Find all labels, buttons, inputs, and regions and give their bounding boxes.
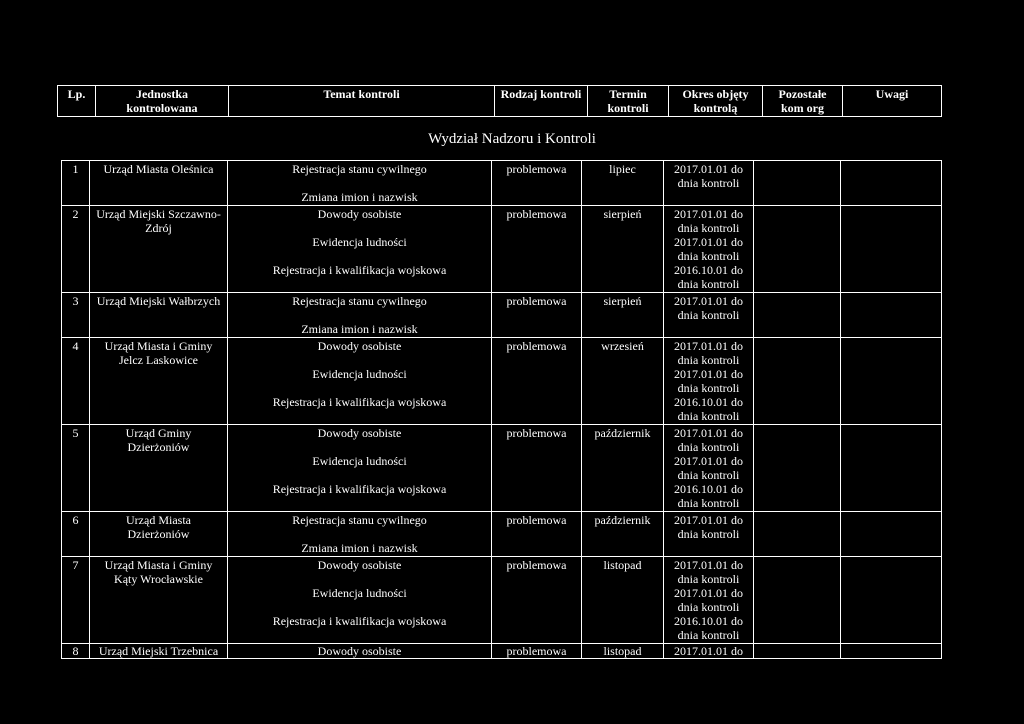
header-lp-label: Lp.	[67, 87, 86, 101]
other-cell	[754, 644, 841, 659]
kind-cell	[492, 425, 582, 512]
table-row	[62, 557, 942, 644]
kind-text: problemowa	[506, 513, 567, 527]
topic-line: Dowody osobiste	[317, 558, 402, 572]
table-row	[62, 161, 942, 206]
topic-spacer	[231, 468, 488, 482]
row-number	[62, 293, 90, 338]
row-number	[62, 206, 90, 293]
period-cell	[664, 338, 754, 425]
topic-spacer	[231, 440, 488, 454]
unit-cell	[90, 338, 228, 425]
topic-cell	[228, 338, 492, 425]
period-line: dnia kontroli	[677, 221, 740, 235]
topic-spacer	[231, 572, 488, 586]
unit-name-line: Jelcz Laskowice	[119, 353, 198, 367]
period-cell	[664, 644, 754, 659]
header-topic-label: Temat kontroli	[323, 87, 400, 101]
topic-line: Zmiana imion i nazwisk	[301, 190, 418, 204]
unit-name-line: Urząd Miejski Trzebnica	[98, 644, 219, 658]
other-cell	[754, 161, 841, 206]
term-text: listopad	[603, 644, 642, 658]
header-unit	[96, 86, 229, 117]
unit-name-line: Urząd Miasta	[126, 513, 191, 527]
row-number	[62, 161, 90, 206]
unit-name-line: Urząd Miasta Oleśnica	[103, 162, 214, 176]
notes-cell	[841, 206, 942, 293]
topic-line: Dowody osobiste	[317, 426, 402, 440]
unit-name-line: Dzierżoniów	[127, 527, 190, 541]
period-cell	[664, 293, 754, 338]
term-text: sierpień	[603, 207, 642, 221]
period-line: dnia kontroli	[677, 600, 740, 614]
term-text: październik	[594, 513, 651, 527]
notes-cell	[841, 425, 942, 512]
other-cell	[754, 293, 841, 338]
period-cell	[664, 512, 754, 557]
unit-cell	[90, 512, 228, 557]
kind-text: problemowa	[506, 558, 567, 572]
period-line: 2016.10.01 do	[674, 614, 743, 628]
header-unit-line1: Jednostka	[135, 87, 188, 101]
header-period-line1: Okres objęty	[682, 87, 749, 101]
topic-spacer	[231, 249, 488, 263]
topic-cell	[228, 557, 492, 644]
period-line: 2017.01.01 do	[674, 454, 743, 468]
period-line: 2017.01.01 do	[674, 426, 743, 440]
unit-name-line: Kąty Wrocławskie	[114, 572, 203, 586]
unit-name-line: Urząd Gminy	[125, 426, 192, 440]
period-cell	[664, 425, 754, 512]
period-line: 2017.01.01 do	[674, 558, 743, 572]
header-lp	[58, 86, 96, 117]
topic-line: Rejestracja i kwalifikacja wojskowa	[272, 263, 447, 277]
unit-name-line: Urząd Miasta i Gminy	[104, 558, 213, 572]
row-number-text: 5	[72, 426, 79, 440]
topic-spacer	[231, 600, 488, 614]
period-line: dnia kontroli	[677, 527, 740, 541]
kind-cell	[492, 206, 582, 293]
table-row	[62, 338, 942, 425]
header-notes-label: Uwagi	[875, 87, 909, 101]
kind-text: problemowa	[506, 162, 567, 176]
topic-cell	[228, 644, 492, 659]
kind-cell	[492, 338, 582, 425]
period-line: dnia kontroli	[677, 628, 740, 642]
unit-name-line: Urząd Miasta i Gminy	[104, 339, 213, 353]
other-cell	[754, 557, 841, 644]
term-cell	[582, 161, 664, 206]
period-line: 2016.10.01 do	[674, 395, 743, 409]
topic-line: Rejestracja i kwalifikacja wojskowa	[272, 395, 447, 409]
topic-spacer	[231, 381, 488, 395]
topic-line: Ewidencja ludności	[312, 235, 407, 249]
header-kind-label: Rodzaj kontroli	[500, 87, 582, 101]
header-kind	[495, 86, 588, 117]
term-text: wrzesień	[601, 339, 644, 353]
row-number-text: 1	[72, 162, 79, 176]
period-line: dnia kontroli	[677, 468, 740, 482]
period-line: 2017.01.01 do	[674, 339, 743, 353]
unit-cell	[90, 206, 228, 293]
topic-line: Ewidencja ludności	[312, 454, 407, 468]
notes-cell	[841, 644, 942, 659]
row-number-text: 6	[72, 513, 79, 527]
period-line: dnia kontroli	[677, 496, 740, 510]
header-unit-line2: kontrolowana	[126, 101, 198, 115]
unit-cell	[90, 644, 228, 659]
topic-line: Rejestracja stanu cywilnego	[292, 162, 427, 176]
topic-line: Dowody osobiste	[317, 207, 402, 221]
period-line: 2017.01.01 do	[674, 162, 743, 176]
period-line: 2017.01.01 do	[674, 513, 743, 527]
header-term-line1: Termin	[609, 87, 647, 101]
term-cell	[582, 512, 664, 557]
topic-spacer	[231, 176, 488, 190]
header-other	[763, 86, 843, 117]
row-number	[62, 557, 90, 644]
kind-cell	[492, 293, 582, 338]
topic-spacer	[231, 308, 488, 322]
period-line: 2017.01.01 do	[674, 586, 743, 600]
topic-cell	[228, 512, 492, 557]
topic-line: Dowody osobiste	[317, 339, 402, 353]
topic-line: Rejestracja stanu cywilnego	[292, 294, 427, 308]
period-cell	[664, 161, 754, 206]
period-line: dnia kontroli	[677, 409, 740, 423]
header-period-line2: kontrolą	[693, 101, 738, 115]
period-cell	[664, 206, 754, 293]
term-cell	[582, 557, 664, 644]
topic-line: Zmiana imion i nazwisk	[301, 541, 418, 555]
kind-cell	[492, 512, 582, 557]
term-text: listopad	[603, 558, 642, 572]
row-number-text: 4	[72, 339, 79, 353]
row-number-text: 2	[72, 207, 79, 221]
table-row	[62, 293, 942, 338]
table-row	[62, 425, 942, 512]
topic-line: Rejestracja stanu cywilnego	[292, 513, 427, 527]
row-number	[62, 512, 90, 557]
term-text: sierpień	[603, 294, 642, 308]
notes-cell	[841, 161, 942, 206]
row-number	[62, 425, 90, 512]
unit-name-line: Urząd Miejski Wałbrzych	[96, 294, 221, 308]
kind-text: problemowa	[506, 644, 567, 658]
table-row	[62, 206, 942, 293]
period-line: dnia kontroli	[677, 308, 740, 322]
kind-cell	[492, 161, 582, 206]
unit-cell	[90, 425, 228, 512]
period-line: 2017.01.01 do	[674, 235, 743, 249]
period-line: dnia kontroli	[677, 249, 740, 263]
kind-text: problemowa	[506, 294, 567, 308]
header-table	[57, 85, 942, 117]
period-cell	[664, 557, 754, 644]
header-notes	[843, 86, 942, 117]
notes-cell	[841, 512, 942, 557]
notes-cell	[841, 338, 942, 425]
table-row	[62, 644, 942, 659]
unit-name-line: Zdrój	[145, 221, 172, 235]
period-line: 2016.10.01 do	[674, 263, 743, 277]
row-number-text: 3	[72, 294, 79, 308]
term-text: lipiec	[609, 162, 636, 176]
unit-name-line: Urząd Miejski Szczawno-	[96, 207, 221, 221]
topic-line: Ewidencja ludności	[312, 586, 407, 600]
row-number-text: 7	[72, 558, 79, 572]
period-line: dnia kontroli	[677, 440, 740, 454]
header-other-line1: Pozostałe	[778, 87, 827, 101]
notes-cell	[841, 557, 942, 644]
unit-cell	[90, 161, 228, 206]
term-cell	[582, 644, 664, 659]
topic-cell	[228, 293, 492, 338]
term-cell	[582, 293, 664, 338]
header-period	[669, 86, 763, 117]
row-number	[62, 644, 90, 659]
other-cell	[754, 338, 841, 425]
period-line: dnia kontroli	[677, 381, 740, 395]
notes-cell	[841, 293, 942, 338]
period-line: 2016.10.01 do	[674, 482, 743, 496]
period-line: dnia kontroli	[677, 353, 740, 367]
topic-line: Rejestracja i kwalifikacja wojskowa	[272, 614, 447, 628]
period-line: 2017.01.01 do	[674, 367, 743, 381]
period-line: 2017.01.01 do	[674, 207, 743, 221]
topic-line: Dowody osobiste	[317, 644, 402, 658]
controls-table	[61, 160, 942, 659]
period-line: 2017.01.01 do	[674, 644, 743, 658]
section-title: Wydział Nadzoru i Kontroli	[428, 131, 596, 147]
table-row	[62, 512, 942, 557]
row-number-text: 8	[72, 644, 79, 658]
kind-cell	[492, 557, 582, 644]
period-line: dnia kontroli	[677, 277, 740, 291]
term-cell	[582, 338, 664, 425]
header-topic	[229, 86, 495, 117]
other-cell	[754, 425, 841, 512]
unit-cell	[90, 557, 228, 644]
header-term	[588, 86, 669, 117]
term-text: październik	[594, 426, 651, 440]
period-line: dnia kontroli	[677, 572, 740, 586]
kind-text: problemowa	[506, 207, 567, 221]
header-term-line2: kontroli	[607, 101, 649, 115]
header-other-line2: kom org	[781, 101, 824, 115]
other-cell	[754, 206, 841, 293]
topic-spacer	[231, 353, 488, 367]
topic-cell	[228, 206, 492, 293]
unit-name-line: Dzierżoniów	[127, 440, 190, 454]
controls-table-body	[62, 161, 942, 659]
topic-cell	[228, 425, 492, 512]
topic-spacer	[231, 221, 488, 235]
topic-line: Ewidencja ludności	[312, 367, 407, 381]
topic-line: Zmiana imion i nazwisk	[301, 322, 418, 336]
topic-line: Rejestracja i kwalifikacja wojskowa	[272, 482, 447, 496]
unit-cell	[90, 293, 228, 338]
period-line: dnia kontroli	[677, 176, 740, 190]
period-line: 2017.01.01 do	[674, 294, 743, 308]
kind-cell	[492, 644, 582, 659]
term-cell	[582, 206, 664, 293]
topic-spacer	[231, 527, 488, 541]
other-cell	[754, 512, 841, 557]
term-cell	[582, 425, 664, 512]
kind-text: problemowa	[506, 339, 567, 353]
kind-text: problemowa	[506, 426, 567, 440]
row-number	[62, 338, 90, 425]
topic-cell	[228, 161, 492, 206]
